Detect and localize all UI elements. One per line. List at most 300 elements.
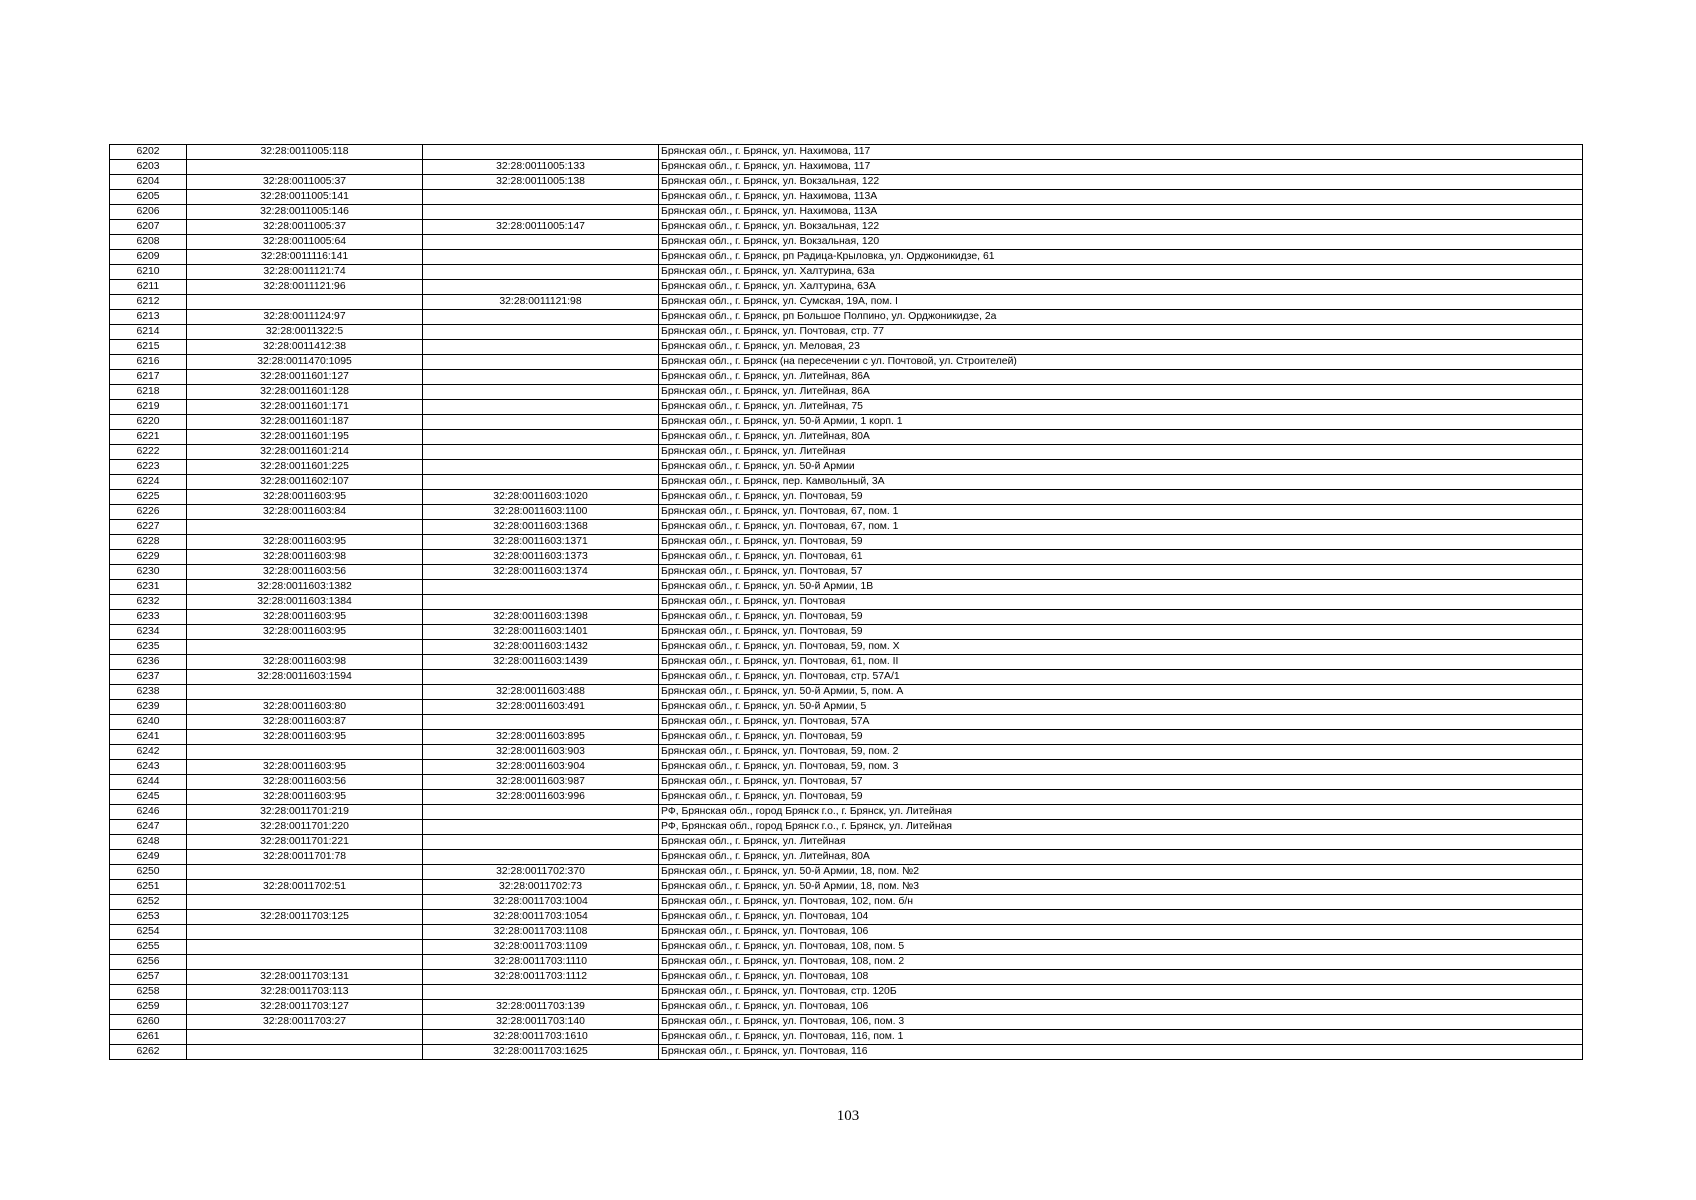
land-cadastral-number-cell: 32:28:0011603:56 — [187, 565, 423, 580]
address-cell: Брянская обл., г. Брянск, ул. 50-й Армии, 1 корп. 1 — [659, 415, 1583, 430]
object-cadastral-number-cell: 32:28:0011121:98 — [423, 295, 659, 310]
object-cadastral-number-cell — [423, 805, 659, 820]
table-row — [110, 655, 1583, 670]
row-number-cell: 6229 — [110, 550, 187, 565]
row-number-cell: 6236 — [110, 655, 187, 670]
table-row — [110, 790, 1583, 805]
address-cell: Брянская обл., г. Брянск, ул. Вокзальная, 122 — [659, 220, 1583, 235]
table-row — [110, 835, 1583, 850]
object-cadastral-number-cell — [423, 205, 659, 220]
address-cell: Брянская обл., г. Брянск, ул. Нахимова, 113А — [659, 190, 1583, 205]
row-number-cell: 6246 — [110, 805, 187, 820]
object-cadastral-number-cell: 32:28:0011005:133 — [423, 160, 659, 175]
object-cadastral-number-cell: 32:28:0011603:1401 — [423, 625, 659, 640]
table-row — [110, 1000, 1583, 1015]
table-row — [110, 430, 1583, 445]
row-number-cell: 6225 — [110, 490, 187, 505]
address-cell: Брянская обл., г. Брянск, ул. Вокзальная, 122 — [659, 175, 1583, 190]
table-row — [110, 265, 1583, 280]
row-number-cell: 6223 — [110, 460, 187, 475]
table-row — [110, 910, 1583, 925]
cadastral-registry-table — [109, 144, 1583, 1060]
land-cadastral-number-cell — [187, 520, 423, 535]
address-cell: РФ, Брянская обл., город Брянск г.о., г. Брянск, ул. Литейная — [659, 805, 1583, 820]
address-cell: РФ, Брянская обл., город Брянск г.о., г. Брянск, ул. Литейная — [659, 820, 1583, 835]
table-row — [110, 640, 1583, 655]
land-cadastral-number-cell: 32:28:0011601:195 — [187, 430, 423, 445]
address-cell: Брянская обл., г. Брянск, ул. Почтовая, 59, пом. 2 — [659, 745, 1583, 760]
address-cell: Брянская обл., г. Брянск, ул. Почтовая, 61 — [659, 550, 1583, 565]
table-row — [110, 940, 1583, 955]
table-row — [110, 820, 1583, 835]
address-cell: Брянская обл., г. Брянск, ул. Вокзальная, 120 — [659, 235, 1583, 250]
row-number-cell: 6224 — [110, 475, 187, 490]
land-cadastral-number-cell: 32:28:0011603:95 — [187, 730, 423, 745]
address-cell: Брянская обл., г. Брянск, ул. Почтовая, стр. 77 — [659, 325, 1583, 340]
address-cell: Брянская обл., г. Брянск, ул. Почтовая, 59 — [659, 610, 1583, 625]
table-row — [110, 445, 1583, 460]
land-cadastral-number-cell: 32:28:0011322:5 — [187, 325, 423, 340]
land-cadastral-number-cell — [187, 895, 423, 910]
object-cadastral-number-cell: 32:28:0011603:987 — [423, 775, 659, 790]
address-cell: Брянская обл., г. Брянск, ул. Почтовая, 59, пом. Х — [659, 640, 1583, 655]
table-row — [110, 925, 1583, 940]
address-cell: Брянская обл., г. Брянск, рп Большое Полпино, ул. Орджоникидзе, 2а — [659, 310, 1583, 325]
table-row — [110, 310, 1583, 325]
land-cadastral-number-cell: 32:28:0011603:80 — [187, 700, 423, 715]
land-cadastral-number-cell — [187, 865, 423, 880]
object-cadastral-number-cell: 32:28:0011603:1432 — [423, 640, 659, 655]
row-number-cell: 6207 — [110, 220, 187, 235]
object-cadastral-number-cell — [423, 850, 659, 865]
address-cell: Брянская обл., г. Брянск, ул. Почтовая, 67, пом. 1 — [659, 505, 1583, 520]
land-cadastral-number-cell: 32:28:0011703:127 — [187, 1000, 423, 1015]
object-cadastral-number-cell — [423, 595, 659, 610]
land-cadastral-number-cell — [187, 925, 423, 940]
row-number-cell: 6237 — [110, 670, 187, 685]
land-cadastral-number-cell: 32:28:0011603:98 — [187, 550, 423, 565]
table-row — [110, 685, 1583, 700]
address-cell: Брянская обл., г. Брянск, ул. Почтовая, 108 — [659, 970, 1583, 985]
table-row — [110, 775, 1583, 790]
land-cadastral-number-cell: 32:28:0011703:113 — [187, 985, 423, 1000]
object-cadastral-number-cell: 32:28:0011603:1368 — [423, 520, 659, 535]
object-cadastral-number-cell — [423, 985, 659, 1000]
table-row — [110, 400, 1583, 415]
object-cadastral-number-cell: 32:28:0011603:1398 — [423, 610, 659, 625]
table-row — [110, 565, 1583, 580]
row-number-cell: 6205 — [110, 190, 187, 205]
land-cadastral-number-cell: 32:28:0011005:37 — [187, 220, 423, 235]
address-cell: Брянская обл., г. Брянск, ул. Почтовая, 108, пом. 5 — [659, 940, 1583, 955]
address-cell: Брянская обл., г. Брянск, ул. Почтовая, 104 — [659, 910, 1583, 925]
object-cadastral-number-cell — [423, 460, 659, 475]
address-cell: Брянская обл., г. Брянск, ул. Меловая, 23 — [659, 340, 1583, 355]
land-cadastral-number-cell: 32:28:0011603:87 — [187, 715, 423, 730]
object-cadastral-number-cell — [423, 235, 659, 250]
object-cadastral-number-cell: 32:28:0011603:996 — [423, 790, 659, 805]
object-cadastral-number-cell: 32:28:0011702:73 — [423, 880, 659, 895]
row-number-cell: 6221 — [110, 430, 187, 445]
table-row — [110, 160, 1583, 175]
land-cadastral-number-cell: 32:28:0011601:187 — [187, 415, 423, 430]
land-cadastral-number-cell: 32:28:0011412:38 — [187, 340, 423, 355]
address-cell: Брянская обл., г. Брянск, ул. Сумская, 19А, пом. I — [659, 295, 1583, 310]
row-number-cell: 6214 — [110, 325, 187, 340]
land-cadastral-number-cell: 32:28:0011701:78 — [187, 850, 423, 865]
table-row — [110, 220, 1583, 235]
land-cadastral-number-cell: 32:28:0011601:214 — [187, 445, 423, 460]
address-cell: Брянская обл., г. Брянск, ул. Халтурина, 63а — [659, 265, 1583, 280]
object-cadastral-number-cell: 32:28:0011603:904 — [423, 760, 659, 775]
object-cadastral-number-cell — [423, 190, 659, 205]
row-number-cell: 6217 — [110, 370, 187, 385]
row-number-cell: 6216 — [110, 355, 187, 370]
object-cadastral-number-cell — [423, 280, 659, 295]
object-cadastral-number-cell — [423, 475, 659, 490]
land-cadastral-number-cell: 32:28:0011601:128 — [187, 385, 423, 400]
address-cell: Брянская обл., г. Брянск, ул. Почтовая, 61, пом. II — [659, 655, 1583, 670]
land-cadastral-number-cell: 32:28:0011603:84 — [187, 505, 423, 520]
table-row — [110, 325, 1583, 340]
address-cell: Брянская обл., г. Брянск, ул. Почтовая, 108, пом. 2 — [659, 955, 1583, 970]
land-cadastral-number-cell: 32:28:0011603:95 — [187, 490, 423, 505]
land-cadastral-number-cell: 32:28:0011603:98 — [187, 655, 423, 670]
address-cell: Брянская обл., г. Брянск, ул. Литейная, 86А — [659, 370, 1583, 385]
object-cadastral-number-cell: 32:28:0011702:370 — [423, 865, 659, 880]
row-number-cell: 6204 — [110, 175, 187, 190]
object-cadastral-number-cell — [423, 820, 659, 835]
row-number-cell: 6215 — [110, 340, 187, 355]
address-cell: Брянская обл., г. Брянск, ул. Нахимова, 117 — [659, 160, 1583, 175]
land-cadastral-number-cell: 32:28:0011005:146 — [187, 205, 423, 220]
row-number-cell: 6241 — [110, 730, 187, 745]
object-cadastral-number-cell — [423, 145, 659, 160]
table-row — [110, 295, 1583, 310]
land-cadastral-number-cell: 32:28:0011603:95 — [187, 625, 423, 640]
land-cadastral-number-cell: 32:28:0011005:141 — [187, 190, 423, 205]
address-cell: Брянская обл., г. Брянск, ул. Почтовая, 102, пом. б/н — [659, 895, 1583, 910]
address-cell: Брянская обл., г. Брянск, ул. Почтовая, 57А — [659, 715, 1583, 730]
object-cadastral-number-cell: 32:28:0011703:1110 — [423, 955, 659, 970]
address-cell: Брянская обл., г. Брянск, ул. 50-й Армии — [659, 460, 1583, 475]
land-cadastral-number-cell — [187, 295, 423, 310]
land-cadastral-number-cell: 32:28:0011603:95 — [187, 790, 423, 805]
address-cell: Брянская обл., г. Брянск, ул. 50-й Армии, 18, пом. №3 — [659, 880, 1583, 895]
address-cell: Брянская обл., г. Брянск, ул. Почтовая, 106 — [659, 925, 1583, 940]
table-row — [110, 145, 1583, 160]
address-cell: Брянская обл., г. Брянск, ул. Литейная — [659, 835, 1583, 850]
table-row — [110, 415, 1583, 430]
address-cell: Брянская обл., г. Брянск, ул. 50-й Армии, 5 — [659, 700, 1583, 715]
object-cadastral-number-cell — [423, 325, 659, 340]
object-cadastral-number-cell: 32:28:0011603:903 — [423, 745, 659, 760]
table-row — [110, 610, 1583, 625]
row-number-cell: 6227 — [110, 520, 187, 535]
row-number-cell: 6244 — [110, 775, 187, 790]
row-number-cell: 6259 — [110, 1000, 187, 1015]
table-row — [110, 595, 1583, 610]
land-cadastral-number-cell: 32:28:0011603:1382 — [187, 580, 423, 595]
land-cadastral-number-cell: 32:28:0011121:74 — [187, 265, 423, 280]
row-number-cell: 6247 — [110, 820, 187, 835]
table-row — [110, 880, 1583, 895]
row-number-cell: 6235 — [110, 640, 187, 655]
row-number-cell: 6243 — [110, 760, 187, 775]
page-number: 103 — [836, 1108, 860, 1124]
address-cell: Брянская обл., г. Брянск, ул. Почтовая, 59 — [659, 730, 1583, 745]
table-row — [110, 370, 1583, 385]
land-cadastral-number-cell: 32:28:0011470:1095 — [187, 355, 423, 370]
object-cadastral-number-cell: 32:28:0011703:1112 — [423, 970, 659, 985]
object-cadastral-number-cell — [423, 250, 659, 265]
row-number-cell: 6239 — [110, 700, 187, 715]
row-number-cell: 6258 — [110, 985, 187, 1000]
row-number-cell: 6261 — [110, 1030, 187, 1045]
row-number-cell: 6260 — [110, 1015, 187, 1030]
land-cadastral-number-cell: 32:28:0011601:127 — [187, 370, 423, 385]
table-row — [110, 280, 1583, 295]
row-number-cell: 6234 — [110, 625, 187, 640]
land-cadastral-number-cell: 32:28:0011603:95 — [187, 760, 423, 775]
land-cadastral-number-cell — [187, 955, 423, 970]
table-row — [110, 715, 1583, 730]
row-number-cell: 6251 — [110, 880, 187, 895]
land-cadastral-number-cell: 32:28:0011703:27 — [187, 1015, 423, 1030]
address-cell: Брянская обл., г. Брянск, ул. 50-й Армии, 5, пом. А — [659, 685, 1583, 700]
land-cadastral-number-cell — [187, 1030, 423, 1045]
object-cadastral-number-cell: 32:28:0011603:1100 — [423, 505, 659, 520]
address-cell: Брянская обл., г. Брянск, ул. Почтовая, 59 — [659, 535, 1583, 550]
address-cell: Брянская обл., г. Брянск, пер. Камвольный, 3А — [659, 475, 1583, 490]
object-cadastral-number-cell — [423, 835, 659, 850]
table-row — [110, 340, 1583, 355]
row-number-cell: 6218 — [110, 385, 187, 400]
table-row — [110, 745, 1583, 760]
object-cadastral-number-cell: 32:28:0011703:139 — [423, 1000, 659, 1015]
row-number-cell: 6228 — [110, 535, 187, 550]
row-number-cell: 6208 — [110, 235, 187, 250]
row-number-cell: 6209 — [110, 250, 187, 265]
object-cadastral-number-cell: 32:28:0011603:1373 — [423, 550, 659, 565]
row-number-cell: 6262 — [110, 1045, 187, 1060]
land-cadastral-number-cell: 32:28:0011603:1594 — [187, 670, 423, 685]
row-number-cell: 6206 — [110, 205, 187, 220]
address-cell: Брянская обл., г. Брянск, ул. Литейная, 80А — [659, 850, 1583, 865]
address-cell: Брянская обл., г. Брянск, ул. 50-й Армии, 18, пом. №2 — [659, 865, 1583, 880]
object-cadastral-number-cell — [423, 310, 659, 325]
table-row — [110, 850, 1583, 865]
row-number-cell: 6240 — [110, 715, 187, 730]
row-number-cell: 6220 — [110, 415, 187, 430]
object-cadastral-number-cell — [423, 415, 659, 430]
land-cadastral-number-cell: 32:28:0011703:125 — [187, 910, 423, 925]
row-number-cell: 6231 — [110, 580, 187, 595]
land-cadastral-number-cell: 32:28:0011701:220 — [187, 820, 423, 835]
table-row — [110, 970, 1583, 985]
object-cadastral-number-cell: 32:28:0011703:1610 — [423, 1030, 659, 1045]
table-row — [110, 865, 1583, 880]
land-cadastral-number-cell: 32:28:0011702:51 — [187, 880, 423, 895]
row-number-cell: 6250 — [110, 865, 187, 880]
address-cell: Брянская обл., г. Брянск, ул. Почтовая, стр. 120Б — [659, 985, 1583, 1000]
object-cadastral-number-cell — [423, 355, 659, 370]
table-row — [110, 580, 1583, 595]
address-cell: Брянская обл., г. Брянск, ул. Литейная, 80А — [659, 430, 1583, 445]
table-row — [110, 1045, 1583, 1060]
address-cell: Брянская обл., г. Брянск, ул. 50-й Армии, 1В — [659, 580, 1583, 595]
table-row — [110, 475, 1583, 490]
address-cell: Брянская обл., г. Брянск, ул. Почтовая, 59 — [659, 790, 1583, 805]
table-row — [110, 355, 1583, 370]
row-number-cell: 6226 — [110, 505, 187, 520]
table-row — [110, 175, 1583, 190]
land-cadastral-number-cell: 32:28:0011601:225 — [187, 460, 423, 475]
address-cell: Брянская обл., г. Брянск, ул. Литейная, 75 — [659, 400, 1583, 415]
row-number-cell: 6230 — [110, 565, 187, 580]
row-number-cell: 6202 — [110, 145, 187, 160]
land-cadastral-number-cell — [187, 160, 423, 175]
row-number-cell: 6245 — [110, 790, 187, 805]
land-cadastral-number-cell: 32:28:0011005:37 — [187, 175, 423, 190]
land-cadastral-number-cell — [187, 685, 423, 700]
object-cadastral-number-cell — [423, 400, 659, 415]
address-cell: Брянская обл., г. Брянск, ул. Халтурина, 63А — [659, 280, 1583, 295]
object-cadastral-number-cell — [423, 370, 659, 385]
object-cadastral-number-cell: 32:28:0011703:1004 — [423, 895, 659, 910]
address-cell: Брянская обл., г. Брянск, ул. Литейная, 86А — [659, 385, 1583, 400]
object-cadastral-number-cell: 32:28:0011603:491 — [423, 700, 659, 715]
land-cadastral-number-cell — [187, 940, 423, 955]
row-number-cell: 6211 — [110, 280, 187, 295]
address-cell: Брянская обл., г. Брянск, ул. Литейная — [659, 445, 1583, 460]
table-row — [110, 205, 1583, 220]
row-number-cell: 6254 — [110, 925, 187, 940]
address-cell: Брянская обл., г. Брянск, ул. Нахимова, 113А — [659, 205, 1583, 220]
land-cadastral-number-cell: 32:28:0011601:171 — [187, 400, 423, 415]
land-cadastral-number-cell: 32:28:0011602:107 — [187, 475, 423, 490]
table-row — [110, 625, 1583, 640]
object-cadastral-number-cell: 32:28:0011703:1054 — [423, 910, 659, 925]
row-number-cell: 6238 — [110, 685, 187, 700]
row-number-cell: 6256 — [110, 955, 187, 970]
object-cadastral-number-cell — [423, 265, 659, 280]
land-cadastral-number-cell: 32:28:0011121:96 — [187, 280, 423, 295]
address-cell: Брянская обл., г. Брянск (на пересечении с ул. Почтовой, ул. Строителей) — [659, 355, 1583, 370]
row-number-cell: 6257 — [110, 970, 187, 985]
land-cadastral-number-cell: 32:28:0011701:219 — [187, 805, 423, 820]
row-number-cell: 6233 — [110, 610, 187, 625]
table-row — [110, 955, 1583, 970]
address-cell: Брянская обл., г. Брянск, ул. Почтовая, 116 — [659, 1045, 1583, 1060]
row-number-cell: 6232 — [110, 595, 187, 610]
address-cell: Брянская обл., г. Брянск, ул. Почтовая, 106 — [659, 1000, 1583, 1015]
object-cadastral-number-cell: 32:28:0011005:147 — [423, 220, 659, 235]
land-cadastral-number-cell — [187, 1045, 423, 1060]
row-number-cell: 6222 — [110, 445, 187, 460]
land-cadastral-number-cell: 32:28:0011124:97 — [187, 310, 423, 325]
address-cell: Брянская обл., г. Брянск, ул. Почтовая, 106, пом. 3 — [659, 1015, 1583, 1030]
object-cadastral-number-cell — [423, 445, 659, 460]
table-row — [110, 895, 1583, 910]
object-cadastral-number-cell — [423, 385, 659, 400]
object-cadastral-number-cell: 32:28:0011703:1109 — [423, 940, 659, 955]
object-cadastral-number-cell: 32:28:0011603:1371 — [423, 535, 659, 550]
object-cadastral-number-cell — [423, 715, 659, 730]
row-number-cell: 6249 — [110, 850, 187, 865]
land-cadastral-number-cell — [187, 745, 423, 760]
table-row — [110, 805, 1583, 820]
object-cadastral-number-cell: 32:28:0011603:1374 — [423, 565, 659, 580]
land-cadastral-number-cell: 32:28:0011005:118 — [187, 145, 423, 160]
table-row — [110, 1015, 1583, 1030]
table-row — [110, 385, 1583, 400]
object-cadastral-number-cell: 32:28:0011603:1439 — [423, 655, 659, 670]
object-cadastral-number-cell: 32:28:0011703:1108 — [423, 925, 659, 940]
row-number-cell: 6253 — [110, 910, 187, 925]
table-row — [110, 1030, 1583, 1045]
table-row — [110, 250, 1583, 265]
address-cell: Брянская обл., г. Брянск, ул. Нахимова, 117 — [659, 145, 1583, 160]
table-row — [110, 550, 1583, 565]
land-cadastral-number-cell: 32:28:0011116:141 — [187, 250, 423, 265]
table-row — [110, 460, 1583, 475]
address-cell: Брянская обл., г. Брянск, ул. Почтовая, стр. 57А/1 — [659, 670, 1583, 685]
land-cadastral-number-cell: 32:28:0011701:221 — [187, 835, 423, 850]
row-number-cell: 6210 — [110, 265, 187, 280]
land-cadastral-number-cell: 32:28:0011603:56 — [187, 775, 423, 790]
row-number-cell: 6213 — [110, 310, 187, 325]
table-row — [110, 730, 1583, 745]
land-cadastral-number-cell: 32:28:0011703:131 — [187, 970, 423, 985]
row-number-cell: 6212 — [110, 295, 187, 310]
row-number-cell: 6248 — [110, 835, 187, 850]
address-cell: Брянская обл., г. Брянск, ул. Почтовая, 57 — [659, 565, 1583, 580]
object-cadastral-number-cell: 32:28:0011703:140 — [423, 1015, 659, 1030]
object-cadastral-number-cell: 32:28:0011603:488 — [423, 685, 659, 700]
row-number-cell: 6242 — [110, 745, 187, 760]
table-row — [110, 505, 1583, 520]
table-row — [110, 190, 1583, 205]
address-cell: Брянская обл., г. Брянск, ул. Почтовая — [659, 595, 1583, 610]
object-cadastral-number-cell — [423, 580, 659, 595]
row-number-cell: 6203 — [110, 160, 187, 175]
address-cell: Брянская обл., г. Брянск, ул. Почтовая, 67, пом. 1 — [659, 520, 1583, 535]
land-cadastral-number-cell: 32:28:0011603:95 — [187, 610, 423, 625]
object-cadastral-number-cell — [423, 340, 659, 355]
address-cell: Брянская обл., г. Брянск, ул. Почтовая, 59, пом. 3 — [659, 760, 1583, 775]
object-cadastral-number-cell: 32:28:0011603:895 — [423, 730, 659, 745]
object-cadastral-number-cell — [423, 670, 659, 685]
land-cadastral-number-cell: 32:28:0011005:64 — [187, 235, 423, 250]
row-number-cell: 6255 — [110, 940, 187, 955]
address-cell: Брянская обл., г. Брянск, ул. Почтовая, 57 — [659, 775, 1583, 790]
table-row — [110, 235, 1583, 250]
table-row — [110, 490, 1583, 505]
object-cadastral-number-cell: 32:28:0011603:1020 — [423, 490, 659, 505]
row-number-cell: 6252 — [110, 895, 187, 910]
table-row — [110, 985, 1583, 1000]
land-cadastral-number-cell — [187, 640, 423, 655]
object-cadastral-number-cell: 32:28:0011703:1625 — [423, 1045, 659, 1060]
table-row — [110, 520, 1583, 535]
table-row — [110, 670, 1583, 685]
table-row — [110, 760, 1583, 775]
land-cadastral-number-cell: 32:28:0011603:1384 — [187, 595, 423, 610]
table-body — [110, 145, 1583, 1060]
table-row — [110, 535, 1583, 550]
table-row — [110, 700, 1583, 715]
